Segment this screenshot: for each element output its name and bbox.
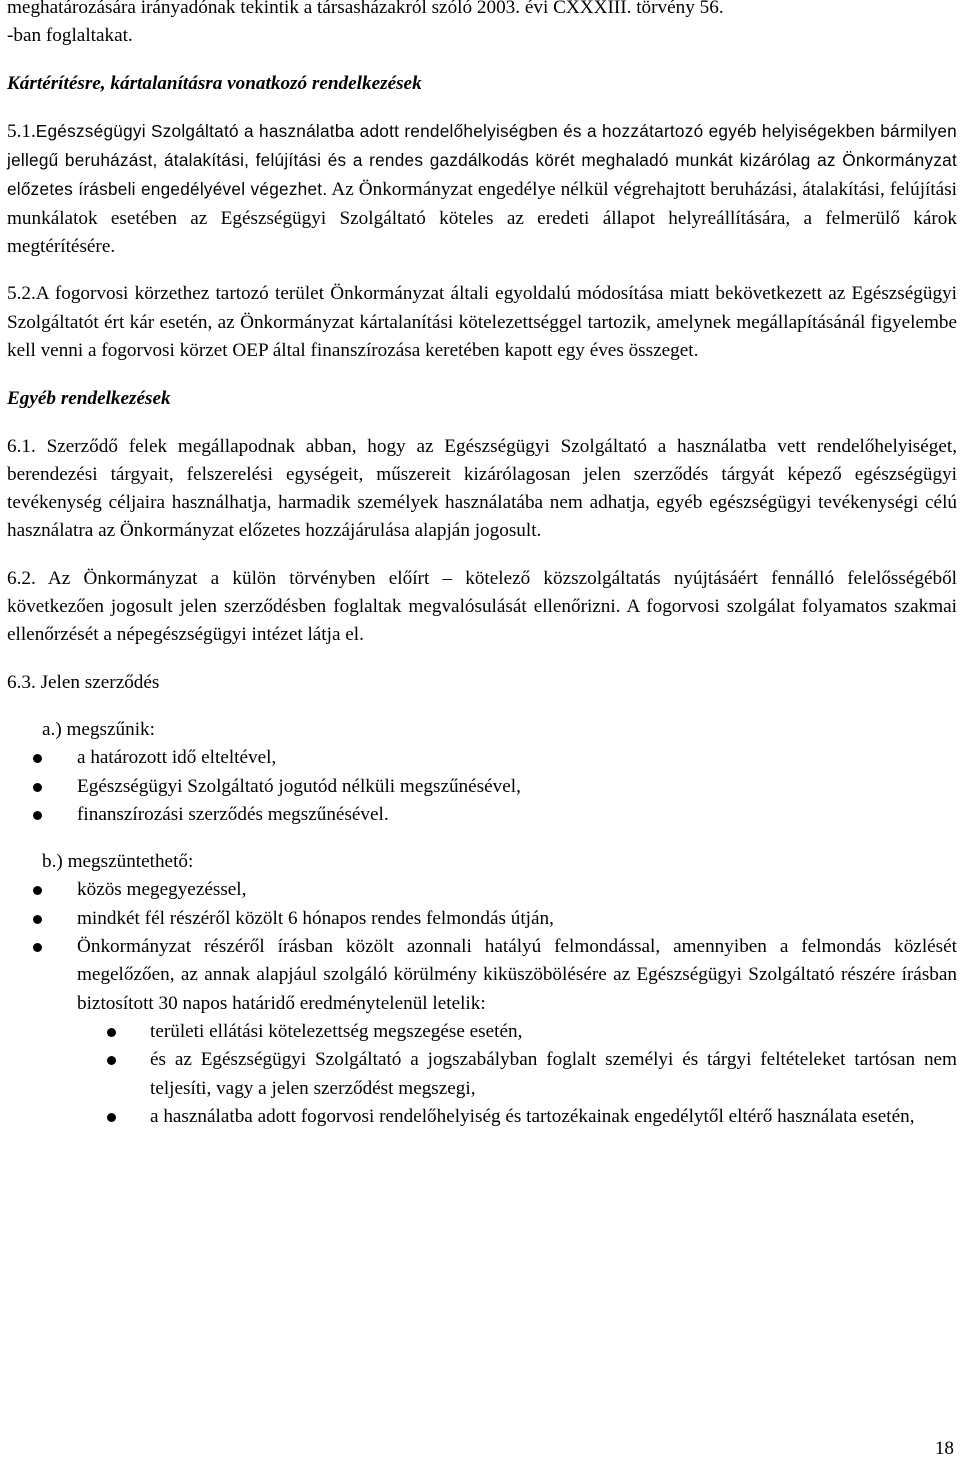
paragraph-5-1-serif-text: Az Önkormányzat engedélye nélkül végrehajtott beruházási, átalakítási, felújítási munkálatok esetében az Egészségügyi Szolgáltató köteles az eredeti állapot helyreállítására, a felmerülő károk megtérítésére. (7, 179, 957, 258)
bullet-icon (33, 943, 42, 952)
bullet-icon (107, 1113, 116, 1122)
page-number: 18 (934, 1438, 954, 1459)
list-item: finanszírozási szerződés megszűnésével. (7, 801, 957, 829)
termination-b-label: b.) megszüntethető: (42, 851, 194, 873)
intro-paragraph (7, 0, 957, 51)
list-item: mindkét fél részéről közölt 6 hónapos rendes felmondás útján, (7, 905, 957, 933)
termination-b-nested-list (7, 1018, 957, 1131)
list-item: Önkormányzat részéről írásban közölt azonnali hatályú felmondással, amennyiben a felmondás közlését megelőzően, az annak alapjául szolgáló körülmény kiküszöbölésére az Egészségügyi Szolgáltató részére írásban biztosított 30 napos határidő eredménytelenül letelik: (7, 933, 957, 1018)
list-item: területi ellátási kötelezettség megszegése esetén, (7, 1018, 957, 1046)
paragraph-5-2: 5.2.A fogorvosi körzethez tartozó terület Önkormányzat általi egyoldalú módosítása miatt bekövetkezett az Egészségügyi Szolgáltatót ért kár esetén, az Önkormányzat kártalanítási kötelezettséggel tartozik, amelynek megállapításánál figyelembe kell venni a fogorvosi körzet OEP által finanszírozása keretében kapott egy éves összeget. (7, 283, 957, 361)
bullet-icon (33, 811, 42, 820)
termination-a-list (7, 744, 957, 829)
termination-a-label: a.) megszűnik: (42, 718, 155, 740)
bullet-icon (33, 886, 42, 895)
list-item: és az Egészségügyi Szolgáltató a jogszabályban foglalt személyi és tárgyi feltételeket tartósan nem teljesíti, vagy a jelen szerződést megszegi, (7, 1046, 957, 1103)
paragraph-6-1: 6.1. Szerződő felek megállapodnak abban, hogy az Egészségügyi Szolgáltató a használatba vett rendelőhelyiséget, berendezési tárgyait, felszerelési egységeit, műszereit kizárólagosan jelen szerződés tárgyát képező egészségügyi tevékenység céljaira használhatja, harmadik személyek használatába nem adhatja, egyéb egészségügyi tevékenységi célú használatra az Önkormányzat előzetes hozzájárulása alapján jogosult. (7, 435, 957, 542)
paragraph-5-1-number: 5.1. (7, 120, 36, 142)
paragraph-6-3: 6.3. Jelen szerződés (7, 671, 160, 693)
list-item: a határozott idő elteltével, (7, 744, 957, 772)
list-item: a használatba adott fogorvosi rendelőhelyiség és tartozékainak engedélytől eltérő használata esetén, (7, 1103, 957, 1131)
bullet-icon (33, 783, 42, 792)
intro-line-1: meghatározására irányadónak tekintik a társasházakról szóló 2003. évi CXXXIII. törvény 56. (7, 0, 724, 18)
bullet-icon (107, 1028, 116, 1037)
document-page (7, 0, 957, 1131)
paragraph-5-1 (7, 117, 957, 261)
intro-line-2: -ban foglaltakat. (7, 25, 133, 47)
bullet-icon (107, 1056, 116, 1065)
bullet-icon (33, 754, 42, 763)
bullet-icon (33, 915, 42, 924)
compensation-heading: Kártérítésre, kártalanításra vonatkozó rendelkezések (7, 72, 422, 94)
other-provisions-heading: Egyéb rendelkezések (7, 388, 171, 410)
paragraph-6-2: 6.2. Az Önkormányzat a külön törvényben előírt – kötelező közszolgáltatás nyújtásáért fennálló felelősségéből következően jogosult jelen szerződésben foglaltak megvalósulását ellenőrizni. A fogorvosi szolgálat folyamatos szakmai ellenőrzését a népegészségügyi intézet látja el. (7, 567, 957, 646)
paragraph-5-1-sans-text: Egészségügyi Szolgáltató a használatba adott rendelőhelyiségben és a hozzátartozó egyéb helyiségekben bármilyen jellegű beruházást, átalakítási, felújítási és a rendes gazdálkodás körét meghaladó munkát kizárólag az Önkormányzat előzetes írásbeli engedélyével végezhet. (7, 120, 957, 200)
termination-b-list (7, 876, 957, 1017)
list-item: közös megegyezéssel, (7, 876, 957, 904)
list-item: Egészségügyi Szolgáltató jogutód nélküli megszűnésével, (7, 773, 957, 801)
